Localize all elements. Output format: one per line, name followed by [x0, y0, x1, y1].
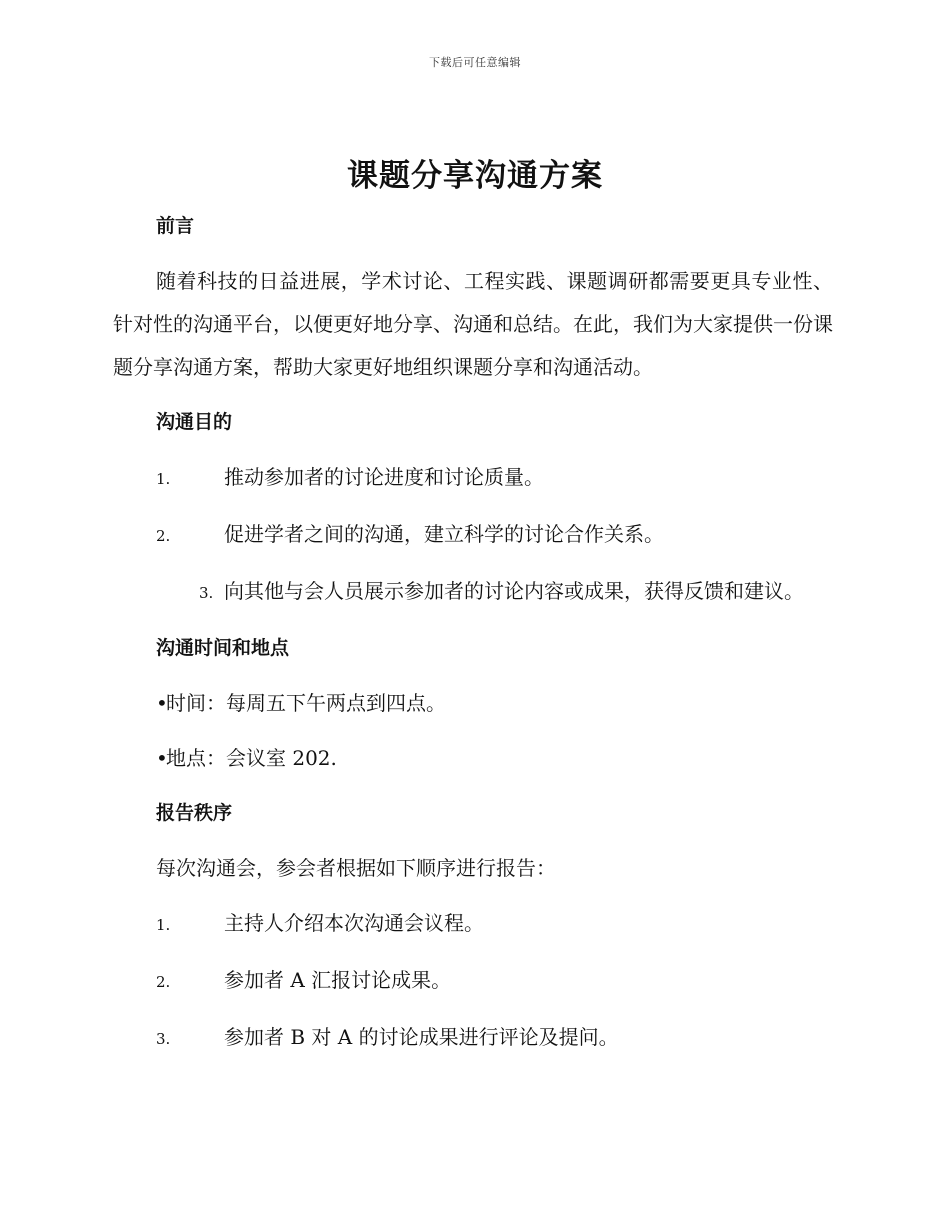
section-heading-preface: 前言 [156, 215, 195, 237]
list-text: 推动参加者的讨论进度和讨论质量。 [224, 465, 544, 489]
list-number: 2. [156, 973, 171, 991]
list-text: 参加者 B 对 A 的讨论成果进行评论及提问。 [224, 1025, 619, 1049]
list-number: 3. [199, 584, 214, 602]
order-item-2 [113, 959, 833, 1004]
list-number: 3. [156, 1030, 171, 1048]
list-number: 1. [156, 916, 171, 934]
header-note: 下载后可任意编辑 [429, 56, 521, 69]
document-title: 课题分享沟通方案 [347, 158, 603, 194]
place-bullet [113, 737, 833, 780]
list-text: 参加者 A 汇报讨论成果。 [224, 968, 452, 992]
order-intro: 每次沟通会，参会者根据如下顺序进行报告： [156, 856, 556, 880]
document-body [113, 205, 833, 1073]
purpose-item-1 [113, 456, 833, 501]
section-heading-order: 报告秩序 [156, 802, 233, 824]
time-bullet [113, 682, 833, 725]
bullet-mark: • [156, 691, 168, 715]
purpose-item-2 [113, 513, 833, 558]
preface-paragraph: 随着科技的日益进展，学术讨论、工程实践、课题调研都需要更具专业性、针对性的沟通平台，以便更好地分享、沟通和总结。在此，我们为大家提供一份课题分享沟通方案，帮助大家更好地组织课题分享和沟通活动。 [113, 269, 833, 379]
bullet-text: 时间：每周五下午两点到四点。 [166, 691, 446, 715]
list-text: 向其他与会人员展示参加者的讨论内容或成果，获得反馈和建议。 [224, 579, 804, 603]
list-number: 1. [156, 470, 171, 488]
bullet-text: 地点：会议室 202. [166, 746, 337, 770]
order-item-1 [113, 902, 833, 947]
purpose-item-3 [113, 570, 833, 615]
section-heading-time-place: 沟通时间和地点 [156, 637, 290, 659]
list-number: 2. [156, 527, 171, 545]
section-heading-purpose: 沟通目的 [156, 411, 233, 433]
list-text: 促进学者之间的沟通，建立科学的讨论合作关系。 [224, 522, 664, 546]
list-text: 主持人介绍本次沟通会议程。 [224, 911, 484, 935]
order-item-3 [113, 1016, 833, 1061]
bullet-mark: • [156, 746, 168, 770]
